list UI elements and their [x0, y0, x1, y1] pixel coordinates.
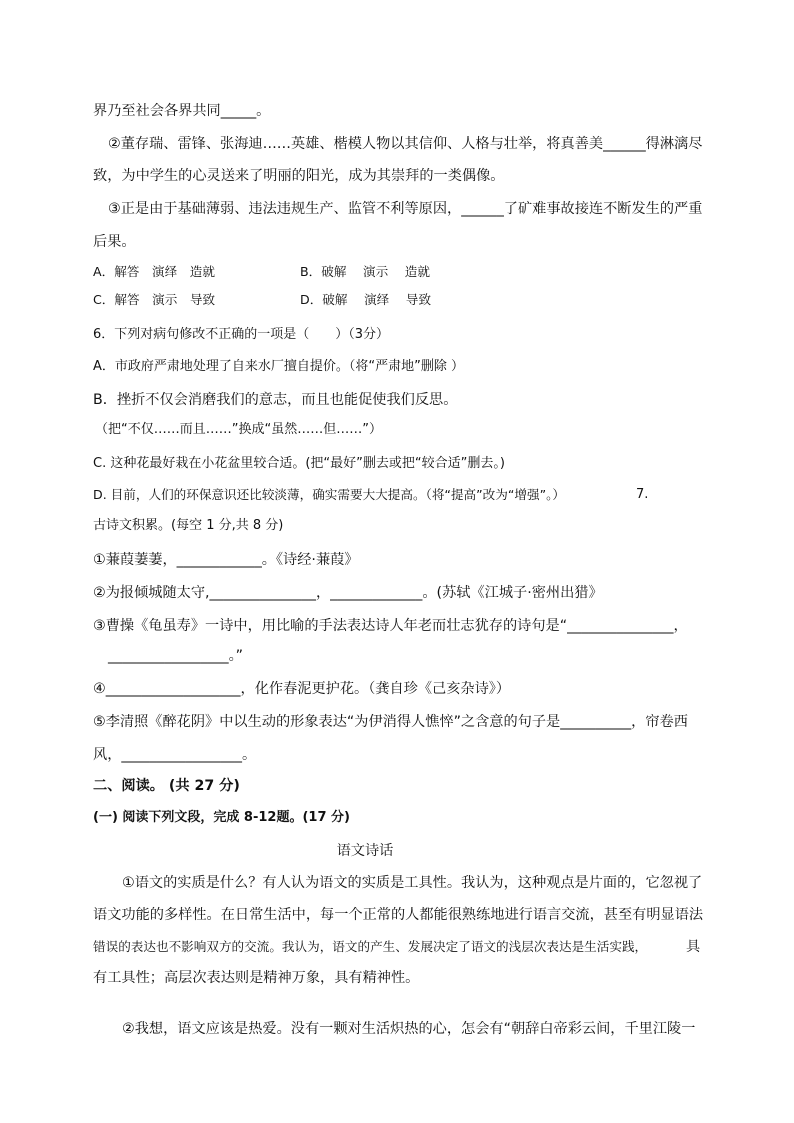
article-paragraph-line: 语文功能的多样性。在日常生活中，每一个正常的人都能很熟练地进行语言交流，甚至有明显语法: [93, 907, 704, 923]
question-6-option-d: D. 目前，人们的环保意识还比较淡薄，确实需要大大提高。（将“提高”改为“增强”。）: [93, 487, 565, 502]
text-line: 后果。: [93, 234, 136, 250]
question-7-number: 7.: [636, 487, 649, 502]
article-line-tail: 具: [686, 939, 701, 955]
question-7: 古诗文积累。(每空 1 分,共 8 分): [93, 518, 284, 533]
option-d: D．破解 演绎 导致: [300, 292, 432, 307]
article-paragraph-line: ②我想，语文应该是热爱。没有一颗对生活炽热的心，怎会有“朝辞白帝彩云间，千里江陵一: [122, 1021, 696, 1037]
reading-1-heading: (一) 阅读下列文段，完成 8-12题。(17 分): [93, 810, 350, 825]
section-2-heading: 二、阅读。 (共 27 分): [93, 778, 240, 794]
article-paragraph-line: 错误的表达也不影响双方的交流。我认为，语文的产生、发展决定了语文的浅层次表达是生活实践，: [93, 939, 648, 954]
poem-blank-5: ⑤李清照《醉花阴》中以生动的形象表达“为伊消得人憔悴”之含意的句子是__________，帘卷西: [93, 714, 688, 730]
poem-blank-3: ③曹操《龟虽寿》一诗中，用比喻的手法表达诗人年老而壮志犹存的诗句是“_______________，: [93, 618, 688, 634]
text-line: ②董存瑞、雷锋、张海迪……英雄、楷模人物以其信仰、人格与壮举，将真善美______得淋漓尽: [108, 136, 703, 152]
poem-blank-4: ④___________________，化作春泥更护花。（龚自珍《己亥杂诗》）: [93, 681, 511, 697]
poem-blank-5-cont: 风，_________________。: [93, 747, 257, 763]
option-b: B．破解 演示 造就: [300, 264, 430, 279]
question-6-option-a: A．市政府严肃地处理了自来水厂擅自提价。（将“严肃地”删除 ）: [93, 359, 464, 374]
poem-blank-1: ①蒹葭萋萋，____________。《诗经·蒹葭》: [93, 552, 359, 568]
article-paragraph-line: 有工具性；高层次表达则是精神万象，具有精神性。: [93, 970, 420, 986]
article-paragraph-line: ①语文的实质是什么？有人认为语文的实质是工具性。我认为，这种观点是片面的，它忽视了: [122, 875, 703, 891]
question-6-option-b: B．挫折不仅会消磨我们的意志，而且也能促使我们反思。: [93, 392, 458, 408]
question-6-option-c: C. 这种花最好栽在小花盆里较合适。(把“最好”删去或把“较合适”删去。): [93, 456, 505, 471]
option-c: C．解答 演示 导致: [93, 292, 216, 307]
poem-blank-2: ②为报倾城随太守,_______________，_____________。(苏轼《江城子·密州出猎》: [93, 585, 603, 601]
question-6-option-b-note: （把“不仅……而且……”换成“虽然……但……”）: [95, 422, 382, 437]
poem-blank-3-cont: _________________。”: [108, 648, 244, 664]
article-title: 语文诗话: [336, 843, 394, 859]
text-line: 致，为中学生的心灵送来了明丽的阳光，成为其崇拜的一类偶像。: [93, 168, 505, 184]
text-line: ③正是由于基础薄弱、违法违规生产、监管不利等原因，______了矿难事故接连不断发生的严重: [108, 201, 703, 217]
text-line: 界乃至社会各界共同_____。: [93, 103, 271, 119]
question-6: 6．下列对病句修改不正确的一项是（ ）（3分）: [93, 327, 390, 342]
option-a: A．解答 演绎 造就: [93, 264, 215, 279]
